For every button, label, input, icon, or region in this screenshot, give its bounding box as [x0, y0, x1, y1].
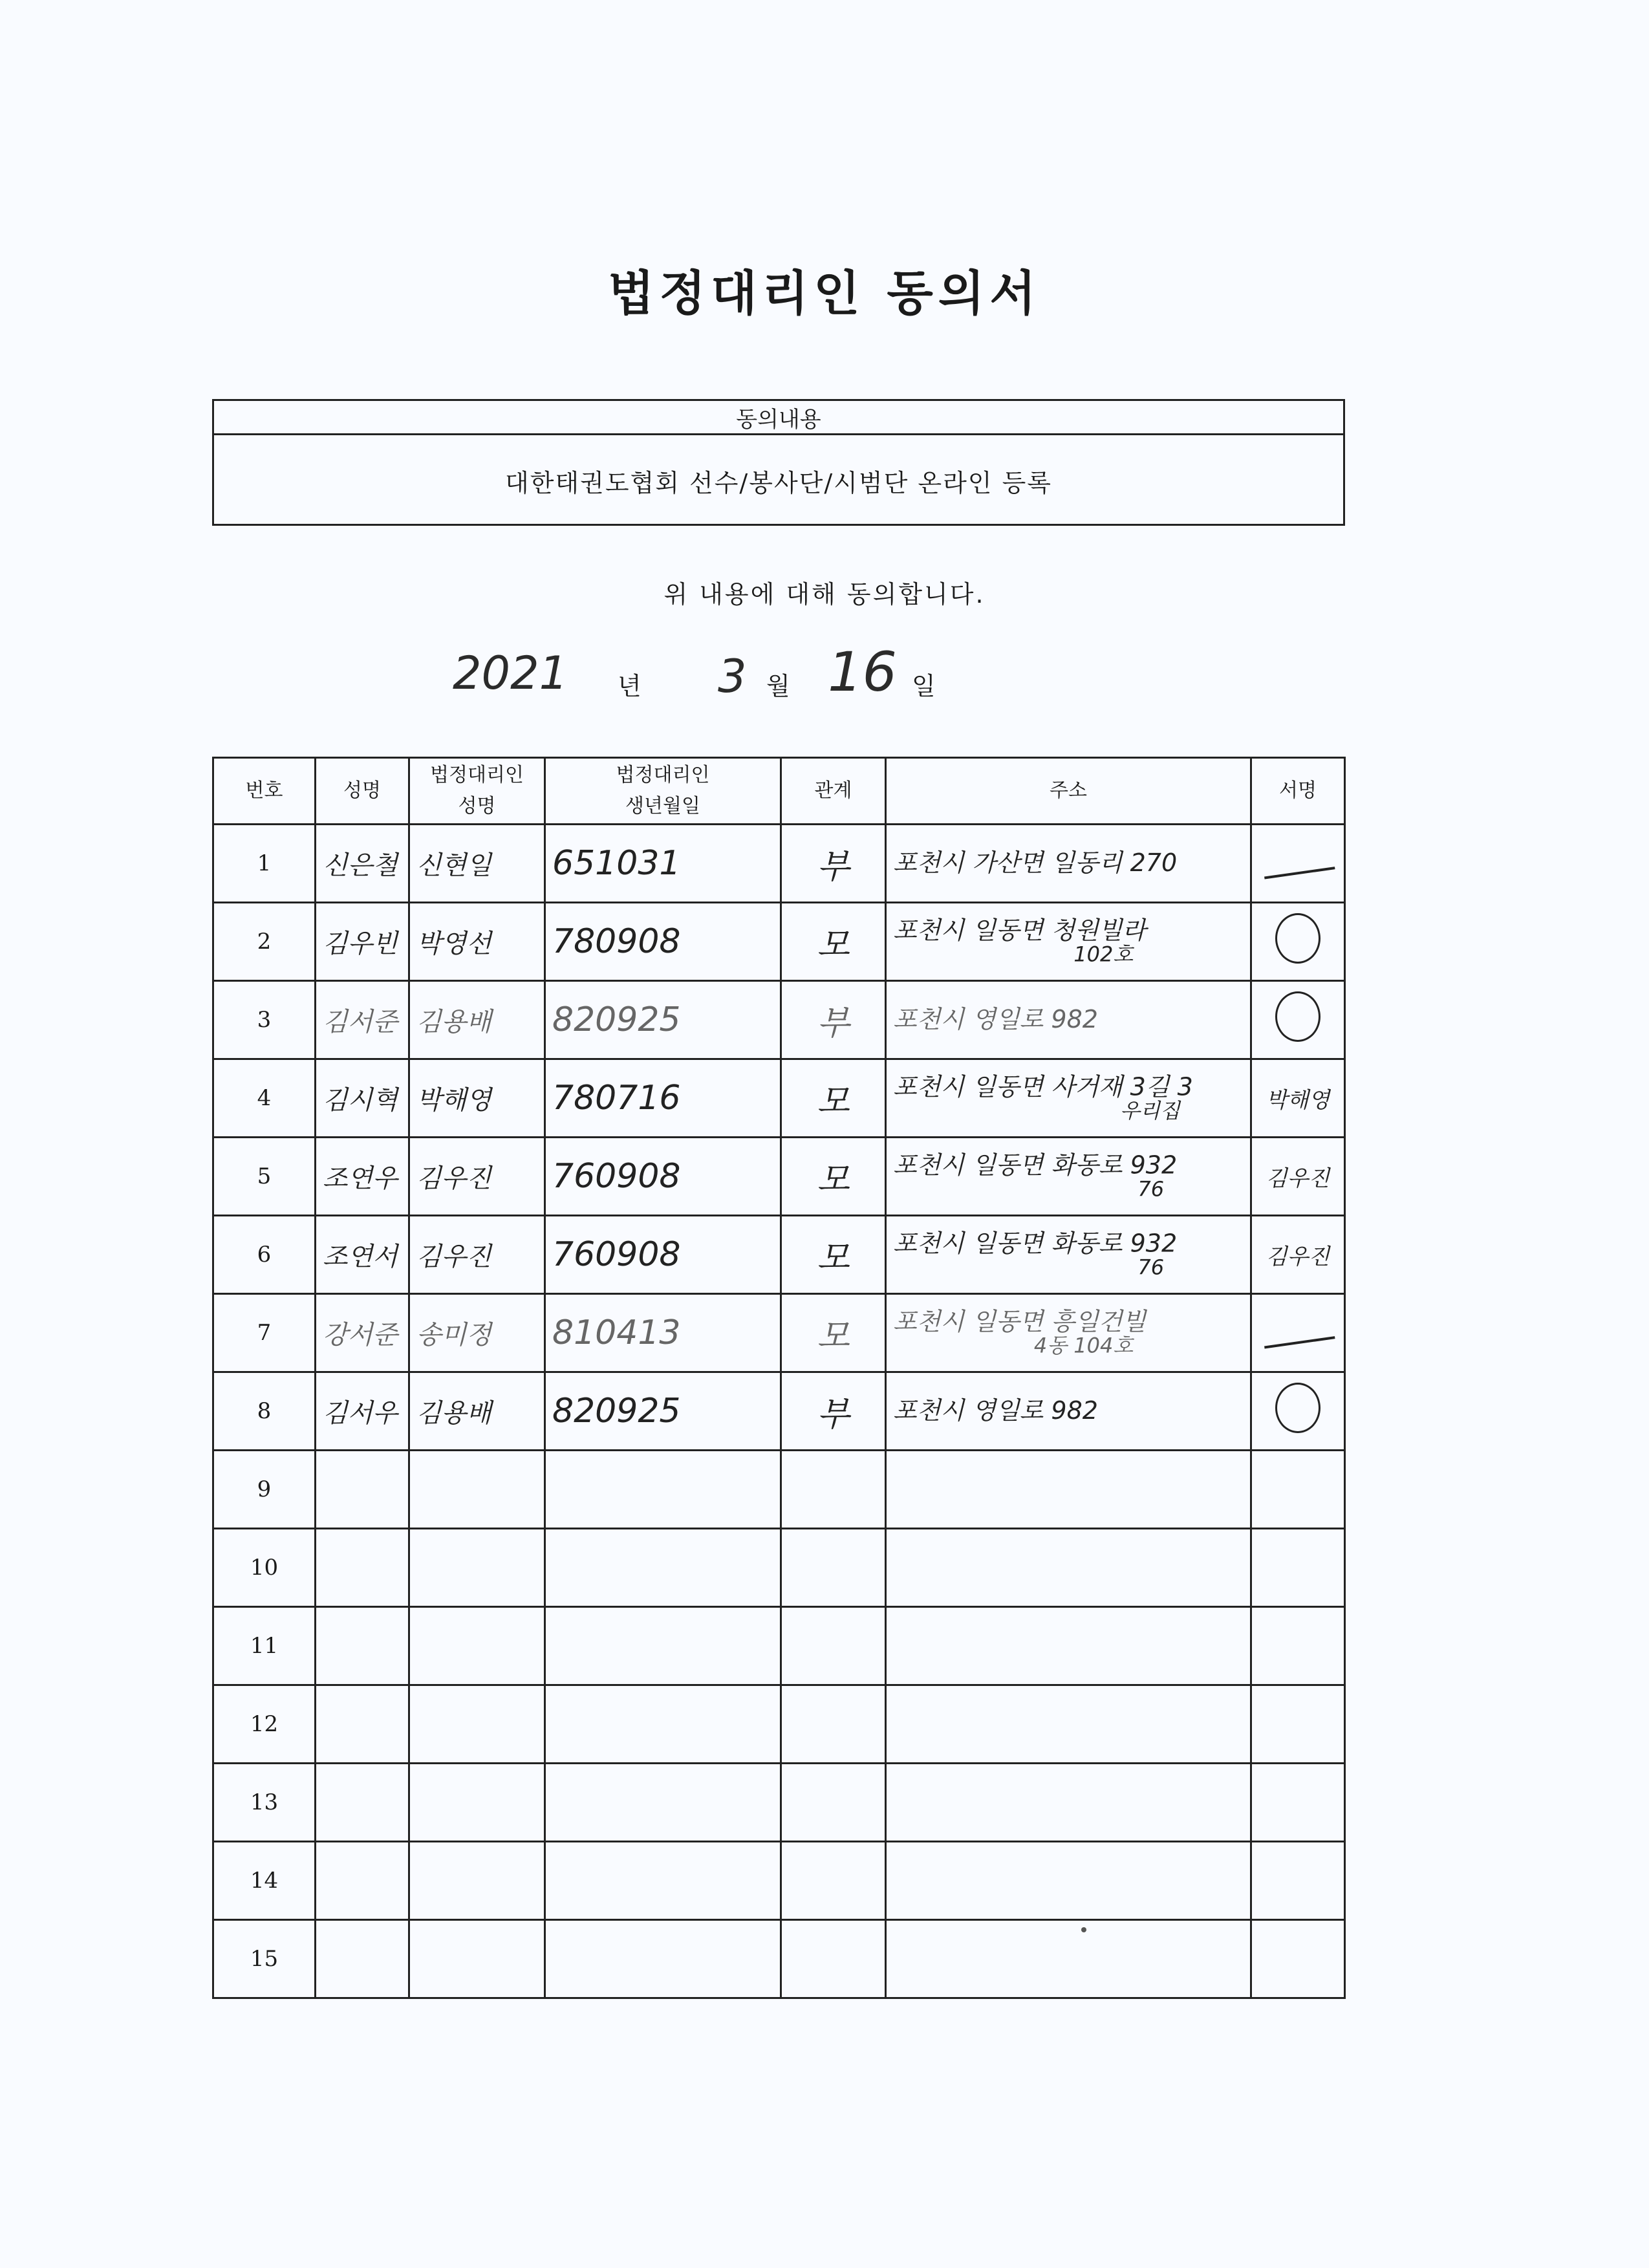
cell-name	[316, 1529, 409, 1607]
cell-relation	[781, 981, 886, 1059]
cell-guardian	[409, 1685, 545, 1764]
cell-birth	[545, 1764, 781, 1842]
header-guardian-birth-line2: 생년월일	[625, 795, 700, 817]
header-guardian-name-line1: 법정대리인	[430, 764, 524, 786]
address-line2: 102호	[1073, 942, 1134, 967]
cell-address-text	[893, 850, 1177, 876]
cell-guardian	[409, 1451, 545, 1529]
cell-guardian-text: 김용배	[416, 1398, 491, 1429]
cell-no: 4	[213, 1059, 316, 1138]
date-year: 2021	[453, 647, 568, 700]
cell-relation	[781, 1920, 886, 1998]
cell-birth	[545, 1294, 781, 1372]
cell-guardian	[409, 1607, 545, 1685]
signature-mark	[1275, 991, 1320, 1048]
table-row	[213, 1294, 1345, 1372]
cell-name	[316, 1451, 409, 1529]
address-line2: 우리집	[1120, 1098, 1180, 1123]
cell-name	[316, 1138, 409, 1216]
cell-no: 15	[213, 1920, 316, 1998]
address-line1: 포천시 영일로 982	[893, 1396, 1098, 1425]
header-address: 주소	[886, 758, 1251, 825]
header-no: 번호	[213, 758, 316, 825]
cell-address	[886, 1607, 1251, 1685]
cell-relation-text: 부	[817, 847, 850, 887]
header-guardian-birth-line1: 법정대리인	[616, 764, 710, 786]
cell-guardian	[409, 825, 545, 903]
cell-guardian	[409, 1372, 545, 1451]
cell-address-text	[893, 1007, 1098, 1033]
header-guardian-name	[409, 758, 545, 825]
cell-name-text: 김서우	[323, 1398, 398, 1429]
circled-signature-icon	[1275, 991, 1320, 1042]
cell-relation	[781, 1685, 886, 1764]
cell-relation	[781, 1216, 886, 1294]
table-row	[213, 1059, 1345, 1138]
cell-signature	[1251, 903, 1345, 981]
roster-table	[212, 757, 1346, 1999]
table-row	[213, 825, 1345, 903]
cell-birth	[545, 1451, 781, 1529]
circled-signature-icon	[1275, 913, 1320, 964]
table-row	[213, 1920, 1345, 1998]
table-row	[213, 981, 1345, 1059]
cell-guardian	[409, 1529, 545, 1607]
cell-signature	[1251, 1059, 1345, 1138]
header-guardian-name-line2: 성명	[458, 795, 496, 817]
cell-birth	[545, 1842, 781, 1920]
cell-no: 9	[213, 1451, 316, 1529]
cell-guardian-text: 김우진	[416, 1163, 491, 1194]
table-row	[213, 1216, 1345, 1294]
cell-relation-text: 모	[817, 1082, 850, 1121]
cell-birth	[545, 1529, 781, 1607]
cell-signature	[1251, 981, 1345, 1059]
cell-relation	[781, 1294, 886, 1372]
cell-guardian-text: 박해영	[416, 1085, 491, 1116]
cell-name	[316, 1920, 409, 1998]
cell-birth	[545, 825, 781, 903]
page-title: 법정대리인 동의서	[608, 266, 1041, 321]
cell-signature	[1251, 1451, 1345, 1529]
signature-mark: 김우진	[1266, 1165, 1330, 1192]
table-row	[213, 1529, 1345, 1607]
cell-guardian-text: 송미정	[416, 1320, 491, 1350]
cell-birth-text: 760908	[552, 1235, 681, 1274]
cell-birth	[545, 1138, 781, 1216]
cell-guardian	[409, 1294, 545, 1372]
header-name: 성명	[316, 758, 409, 825]
cell-name-text: 김시혁	[323, 1085, 398, 1116]
cell-signature	[1251, 1764, 1345, 1842]
address-line2: 76	[1137, 1255, 1165, 1280]
cell-birth	[545, 981, 781, 1059]
cell-relation	[781, 1764, 886, 1842]
cell-birth	[545, 1059, 781, 1138]
table-header-row	[213, 758, 1345, 825]
address-line1: 포천시 일동면 흥일건빌	[893, 1307, 1147, 1336]
cell-signature	[1251, 1216, 1345, 1294]
cell-guardian-text: 김우진	[416, 1242, 491, 1272]
cell-address	[886, 1529, 1251, 1607]
date-year-unit: 년	[618, 672, 641, 700]
cell-guardian	[409, 981, 545, 1059]
cell-signature	[1251, 1842, 1345, 1920]
cell-name	[316, 825, 409, 903]
cell-relation	[781, 1451, 886, 1529]
cell-guardian	[409, 1059, 545, 1138]
header-relation: 관계	[781, 758, 886, 825]
cell-signature	[1251, 1685, 1345, 1764]
cell-name	[316, 1764, 409, 1842]
cell-birth-text: 780716	[552, 1079, 681, 1118]
address-line1: 포천시 일동면 화동로 932	[893, 1150, 1178, 1180]
cell-no: 10	[213, 1529, 316, 1607]
cell-name	[316, 1216, 409, 1294]
cell-relation	[781, 903, 886, 981]
cell-address-text	[893, 1309, 1146, 1356]
cell-signature	[1251, 1372, 1345, 1451]
cell-no: 8	[213, 1372, 316, 1451]
cell-name-text: 조연우	[323, 1163, 398, 1194]
address-line1: 포천시 영일로 982	[893, 1005, 1098, 1034]
cell-no: 7	[213, 1294, 316, 1372]
date-line	[0, 640, 1649, 711]
cell-address	[886, 1920, 1251, 1998]
date-day: 16	[828, 640, 897, 704]
cell-address	[886, 903, 1251, 981]
consent-box	[212, 399, 1345, 526]
cell-signature	[1251, 1920, 1345, 1998]
cell-relation-text: 부	[817, 1395, 850, 1434]
signature-mark	[1275, 913, 1320, 970]
table-body	[213, 825, 1345, 1998]
cell-guardian	[409, 903, 545, 981]
cell-address	[886, 825, 1251, 903]
cell-address	[886, 1216, 1251, 1294]
table-row	[213, 1372, 1345, 1451]
cell-guardian	[409, 1920, 545, 1998]
consent-header: 동의내용	[214, 401, 1343, 435]
header-guardian-birth	[545, 758, 781, 825]
cell-no: 5	[213, 1138, 316, 1216]
cell-name-text: 신은철	[323, 850, 398, 881]
address-line1: 포천시 일동면 화동로 932	[893, 1229, 1178, 1258]
cell-relation-text: 모	[817, 1317, 850, 1356]
cell-relation	[781, 1842, 886, 1920]
cell-address	[886, 981, 1251, 1059]
date-day-unit: 일	[912, 672, 936, 700]
cell-address-text	[893, 1231, 1177, 1278]
table-row	[213, 1607, 1345, 1685]
table-row	[213, 1685, 1345, 1764]
cell-guardian	[409, 1138, 545, 1216]
cell-birth	[545, 1607, 781, 1685]
cell-guardian-text: 신현일	[416, 850, 491, 881]
cell-name-text: 조연서	[323, 1242, 398, 1272]
date-month-unit: 월	[766, 672, 790, 700]
address-line2: 4동 104호	[1033, 1333, 1134, 1358]
cell-address	[886, 1294, 1251, 1372]
cell-relation	[781, 825, 886, 903]
cell-birth-text: 820925	[552, 1000, 681, 1039]
cell-name	[316, 981, 409, 1059]
cell-guardian	[409, 1216, 545, 1294]
stroke-signature-icon	[1260, 1311, 1335, 1349]
cell-guardian-text: 김용배	[416, 1007, 491, 1037]
cell-birth	[545, 1372, 781, 1451]
circled-signature-icon	[1275, 1383, 1320, 1433]
consent-body: 대한태권도협회 선수/봉사단/시범단 온라인 등록	[504, 468, 1052, 497]
signature-mark	[1275, 1383, 1320, 1440]
cell-no: 6	[213, 1216, 316, 1294]
address-line1: 포천시 일동면 청원빌라	[893, 916, 1147, 945]
table-row	[213, 1451, 1345, 1529]
address-line1: 포천시 일동면 사거재 3길 3	[893, 1072, 1193, 1101]
cell-guardian-text: 박영선	[416, 929, 491, 959]
agree-statement: 위 내용에 대해 동의합니다.	[663, 580, 986, 609]
cell-address	[886, 1059, 1251, 1138]
cell-name-text: 김서준	[323, 1007, 398, 1037]
stroke-signature-icon	[1260, 841, 1335, 880]
cell-birth-text: 760908	[552, 1157, 681, 1196]
signature-mark: 김우진	[1266, 1244, 1330, 1270]
cell-no: 12	[213, 1685, 316, 1764]
cell-name-text: 강서준	[323, 1320, 398, 1350]
cell-address-text	[893, 1152, 1177, 1200]
cell-address	[886, 1764, 1251, 1842]
cell-address	[886, 1842, 1251, 1920]
table-row	[213, 1842, 1345, 1920]
cell-signature	[1251, 1294, 1345, 1372]
cell-no: 14	[213, 1842, 316, 1920]
table-row	[213, 1138, 1345, 1216]
cell-no: 1	[213, 825, 316, 903]
cell-address-text	[893, 1074, 1193, 1121]
cell-name	[316, 1842, 409, 1920]
cell-birth	[545, 1920, 781, 1998]
cell-relation-text: 모	[817, 1160, 850, 1200]
table-row	[213, 903, 1345, 981]
cell-relation-text: 부	[817, 1004, 850, 1043]
cell-birth-text: 780908	[552, 922, 681, 961]
date-month: 3	[718, 650, 747, 703]
table-row	[213, 1764, 1345, 1842]
cell-address-text	[893, 918, 1146, 965]
cell-name	[316, 1372, 409, 1451]
cell-name	[316, 903, 409, 981]
cell-guardian	[409, 1764, 545, 1842]
cell-no: 11	[213, 1607, 316, 1685]
header-signature: 서명	[1251, 758, 1345, 825]
cell-signature	[1251, 1529, 1345, 1607]
address-line2: 76	[1137, 1176, 1165, 1202]
cell-birth	[545, 1685, 781, 1764]
cell-no: 3	[213, 981, 316, 1059]
cell-birth-text: 810413	[552, 1313, 681, 1352]
cell-birth	[545, 903, 781, 981]
address-line1: 포천시 가산면 일동리 270	[893, 848, 1178, 878]
cell-name	[316, 1685, 409, 1764]
cell-relation-text: 모	[817, 1238, 850, 1278]
cell-birth	[545, 1216, 781, 1294]
cell-address	[886, 1138, 1251, 1216]
cell-birth-text: 651031	[552, 844, 681, 883]
cell-no: 2	[213, 903, 316, 981]
cell-signature	[1251, 1138, 1345, 1216]
cell-relation	[781, 1529, 886, 1607]
cell-name	[316, 1059, 409, 1138]
cell-relation	[781, 1607, 886, 1685]
cell-no: 13	[213, 1764, 316, 1842]
cell-address-text	[893, 1398, 1098, 1424]
cell-name	[316, 1294, 409, 1372]
signature-mark	[1262, 1315, 1333, 1350]
cell-birth-text: 820925	[552, 1392, 681, 1431]
cell-signature	[1251, 1607, 1345, 1685]
cell-address	[886, 1685, 1251, 1764]
cell-signature	[1251, 825, 1345, 903]
cell-relation	[781, 1372, 886, 1451]
signature-mark	[1262, 846, 1333, 881]
cell-address	[886, 1372, 1251, 1451]
cell-relation	[781, 1059, 886, 1138]
cell-relation	[781, 1138, 886, 1216]
cell-address	[886, 1451, 1251, 1529]
cell-name	[316, 1607, 409, 1685]
signature-mark: 박해영	[1266, 1087, 1330, 1114]
cell-relation-text: 모	[817, 925, 850, 965]
cell-name-text: 김우빈	[323, 929, 398, 959]
scan-speck	[1081, 1927, 1086, 1932]
cell-guardian	[409, 1842, 545, 1920]
